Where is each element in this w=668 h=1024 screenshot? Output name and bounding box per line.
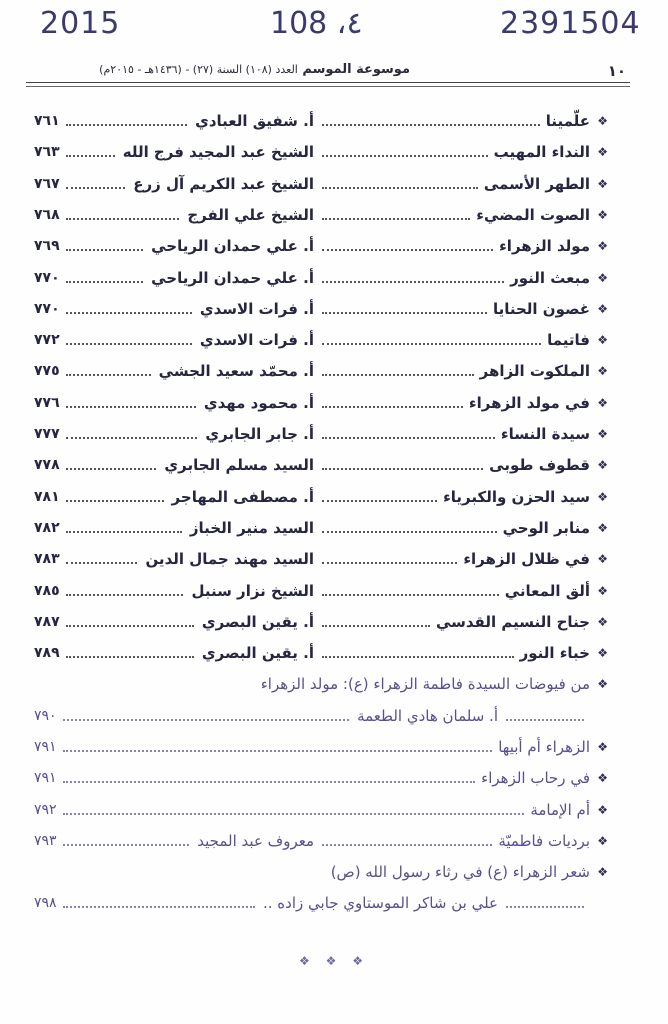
- entry-page: ٧٩١: [34, 739, 57, 755]
- dot-leader: [322, 468, 483, 470]
- bullet-icon: ❖: [597, 302, 608, 316]
- dot-leader: [322, 500, 437, 502]
- toc-entry: [30, 582, 608, 608]
- entry-author: أ. يقين البصري: [201, 644, 314, 662]
- toc-entry: [30, 707, 608, 733]
- dot-leader: [322, 281, 504, 283]
- dot-leader: [322, 312, 487, 314]
- entry-page: ٧٩٢: [34, 802, 57, 818]
- toc-entry: [30, 112, 608, 138]
- entry-author: أ. فرات الاسدي: [199, 300, 314, 318]
- entry-title: الطهر الأسمى: [483, 175, 590, 193]
- bullet-icon: ❖: [597, 584, 608, 598]
- entry-page: ٧٨٢: [34, 520, 60, 536]
- dot-leader: [66, 562, 138, 564]
- dot-leader: [66, 468, 157, 470]
- dot-leader: [63, 781, 476, 783]
- dot-leader: [322, 374, 474, 376]
- bullet-icon: ❖: [597, 803, 608, 817]
- bullet-icon: ❖: [597, 114, 608, 128]
- entry-page: ٧٩١: [34, 770, 57, 786]
- toc-entry: [30, 331, 608, 357]
- end-ornament: ❖ ❖ ❖: [299, 954, 369, 968]
- toc-entry: [30, 738, 608, 764]
- entry-title: في ظلال الزهراء: [463, 550, 590, 568]
- dot-leader: [66, 374, 151, 376]
- dot-leader: [506, 719, 584, 721]
- entry-author: الشيخ نزار سنبل: [191, 582, 314, 600]
- toc-entry: [30, 425, 608, 451]
- dot-leader: [322, 531, 497, 533]
- entry-author: الشيخ عبد الكريم آل زرع: [133, 175, 314, 193]
- entry-page: ٧٧٧: [34, 426, 60, 442]
- entry-title: علّمينا: [545, 112, 590, 130]
- dot-leader: [63, 719, 350, 721]
- dot-leader: [66, 594, 184, 596]
- dot-leader: [322, 343, 541, 345]
- entry-title: منابر الوحي: [502, 519, 590, 537]
- dot-leader: [66, 187, 126, 189]
- entry-title: سيد الحزن والكبرياء: [443, 488, 590, 506]
- dot-leader: [63, 844, 190, 846]
- dot-leader: [63, 813, 525, 815]
- bullet-icon: ❖: [597, 396, 608, 410]
- dot-leader: [66, 406, 196, 408]
- toc-entry: [30, 269, 608, 295]
- dot-leader: [63, 750, 493, 752]
- entry-author: علي بن شاكر الموستاوي جابي زاده ..: [263, 894, 498, 912]
- dot-leader: [322, 562, 457, 564]
- entry-title: سيدة النساء: [500, 425, 590, 443]
- bullet-icon: ❖: [597, 177, 608, 191]
- dot-leader: [63, 906, 255, 908]
- toc-entry: [30, 394, 608, 420]
- bullet-icon: ❖: [597, 740, 608, 754]
- bullet-icon: ❖: [597, 239, 608, 253]
- entry-page: ٧٦٨: [34, 207, 60, 223]
- dot-leader: [66, 531, 182, 533]
- journal-title-line: [99, 62, 410, 77]
- entry-title: ألق المعاني: [504, 582, 590, 600]
- dot-leader: [66, 312, 192, 314]
- bullet-icon: ❖: [597, 552, 608, 566]
- toc-entry: [30, 143, 608, 169]
- entry-page: ٧٧٨: [34, 457, 60, 473]
- entry-author: أ. جابر الجابري: [205, 425, 314, 443]
- toc-entry: [30, 832, 608, 858]
- entry-page: ٧٧٠: [34, 270, 60, 286]
- dot-leader: [322, 155, 488, 157]
- bullet-icon: ❖: [597, 458, 608, 472]
- entry-title: مبعث النور: [510, 269, 590, 287]
- entry-author: أ. سلمان هادي الطعمة: [357, 707, 498, 725]
- toc-entry: [30, 550, 608, 576]
- entry-page: ٧٨٥: [34, 583, 60, 599]
- entry-page: ٧٩٠: [34, 708, 57, 724]
- toc-section-heading: [30, 675, 608, 701]
- entry-page: ٧٦٣: [34, 144, 60, 160]
- dot-leader: [322, 249, 493, 251]
- bullet-icon: ❖: [597, 427, 608, 441]
- entry-title: مولد الزهراء: [499, 237, 590, 255]
- entry-author: الشيخ عبد المجيد فرج الله: [122, 143, 314, 161]
- bullet-icon: ❖: [597, 364, 608, 378]
- bullet-icon: ❖: [597, 208, 608, 222]
- bullet-icon: ❖: [597, 646, 608, 660]
- entry-author: أ. فرات الاسدي: [199, 331, 314, 349]
- dot-leader: [66, 437, 198, 439]
- dot-leader: [322, 656, 514, 658]
- bullet-icon: ❖: [597, 834, 608, 848]
- entry-page: ٧٧٢: [34, 332, 60, 348]
- page-number: ١٠: [607, 62, 626, 80]
- entry-title: جناح النسيم القدسي: [435, 613, 590, 631]
- entry-title: الصوت المضيء: [476, 206, 590, 224]
- bullet-icon: ❖: [597, 145, 608, 159]
- entry-author: السيد مسلم الجابري: [164, 456, 314, 474]
- section-heading: شعر الزهراء (ع) في رثاء رسول الله (ص): [330, 863, 590, 881]
- entry-author: أ. علي حمدان الرياحي: [151, 237, 314, 255]
- bullet-icon: ❖: [597, 677, 608, 691]
- entry-author: أ. محمّد سعيد الجشي: [158, 362, 314, 380]
- toc-entry: [30, 894, 608, 920]
- toc-entry: [30, 769, 608, 795]
- handwritten-number: 2391504: [500, 6, 641, 41]
- toc-entry: [30, 206, 608, 232]
- dot-leader: [66, 218, 180, 220]
- dot-leader: [322, 437, 495, 439]
- entry-page: ٧٨٧: [34, 614, 60, 630]
- dot-leader: [66, 343, 192, 345]
- dot-leader: [322, 594, 499, 596]
- handwritten-year: 2015: [40, 6, 121, 41]
- journal-title: موسوعة الموسم: [302, 62, 410, 77]
- entry-page: ٧٨٣: [34, 551, 60, 567]
- bullet-icon: ❖: [597, 271, 608, 285]
- dot-leader: [506, 906, 584, 908]
- toc-entry: [30, 488, 608, 514]
- toc-entry: [30, 362, 608, 388]
- entry-page: ٧٦٩: [34, 238, 60, 254]
- entry-author: أ. يقين البصري: [201, 613, 314, 631]
- dot-leader: [322, 124, 540, 126]
- handwritten-issue: 108 ،٤: [270, 6, 363, 41]
- section-heading: من فيوضات السيدة فاطمة الزهراء (ع): مولد الزهراء: [260, 675, 590, 693]
- bullet-icon: ❖: [597, 771, 608, 785]
- bullet-icon: ❖: [597, 521, 608, 535]
- entry-title: الملكوت الزاهر: [479, 362, 590, 380]
- bullet-icon: ❖: [597, 865, 608, 879]
- entry-page: ٧٧٦: [34, 395, 60, 411]
- entry-author: الشيخ علي الفرج: [187, 206, 314, 224]
- entry-title: برديات فاطميّة: [498, 832, 590, 850]
- dot-leader: [66, 656, 194, 658]
- entry-title: الزهراء أم أبيها: [498, 738, 590, 756]
- dot-leader: [322, 625, 430, 627]
- entry-author: السيد منير الخباز: [189, 519, 314, 537]
- entry-page: ٧٩٨: [34, 895, 57, 911]
- entry-title: أم الإمامة: [530, 801, 590, 819]
- dot-leader: [66, 281, 143, 283]
- entry-page: ٧٩٣: [34, 833, 57, 849]
- bullet-icon: ❖: [597, 333, 608, 347]
- bullet-icon: ❖: [597, 615, 608, 629]
- entry-title: في مولد الزهراء: [468, 394, 590, 412]
- entry-page: ٧٧٥: [34, 363, 60, 379]
- toc-entry: [30, 456, 608, 482]
- journal-issue-info: العدد (١٠٨) السنة (٢٧) - (١٤٣٦هـ - ٢٠١٥م): [99, 63, 298, 76]
- dot-leader: [66, 625, 194, 627]
- entry-author: أ. شفيق العبادي: [195, 112, 314, 130]
- entry-page: ٧٦١: [34, 113, 60, 129]
- entry-author: أ. مصطفى المهاجر: [171, 488, 314, 506]
- dot-leader: [66, 155, 115, 157]
- toc-entry: [30, 613, 608, 639]
- toc-entry: [30, 300, 608, 326]
- toc-entry: [30, 801, 608, 827]
- bullet-icon: ❖: [597, 490, 608, 504]
- entry-page: ٧٦٧: [34, 176, 60, 192]
- dot-leader: [66, 249, 143, 251]
- entry-title: فاتيما: [547, 331, 590, 349]
- entry-page: ٧٨١: [34, 489, 60, 505]
- dot-leader: [322, 187, 478, 189]
- dot-leader: [322, 406, 463, 408]
- dot-leader: [322, 844, 492, 846]
- entry-author: أ. محمود مهدي: [203, 394, 314, 412]
- entry-title: خباء النور: [519, 644, 590, 662]
- toc-entry: [30, 519, 608, 545]
- entry-page: ٧٨٩: [34, 645, 60, 661]
- header-divider: [26, 82, 630, 83]
- dot-leader: [66, 500, 164, 502]
- entry-author: أ. علي حمدان الرياحي: [151, 269, 314, 287]
- entry-author: معروف عبد المجيد: [197, 832, 314, 850]
- entry-page: ٧٧٠: [34, 301, 60, 317]
- toc-section-heading: [30, 863, 608, 889]
- entry-title: غصون الحنايا: [492, 300, 590, 318]
- toc-entry: [30, 237, 608, 263]
- toc-entry: [30, 175, 608, 201]
- entry-title: قطوف طوبى: [489, 456, 590, 474]
- dot-leader: [322, 218, 470, 220]
- header-divider-thin: [26, 86, 630, 87]
- dot-leader: [66, 124, 187, 126]
- entry-title: النداء المهيب: [493, 143, 590, 161]
- entry-title: في رحاب الزهراء: [481, 769, 590, 787]
- running-header: [26, 58, 630, 82]
- toc-entry: [30, 644, 608, 670]
- entry-author: السيد مهند جمال الدين: [145, 550, 314, 568]
